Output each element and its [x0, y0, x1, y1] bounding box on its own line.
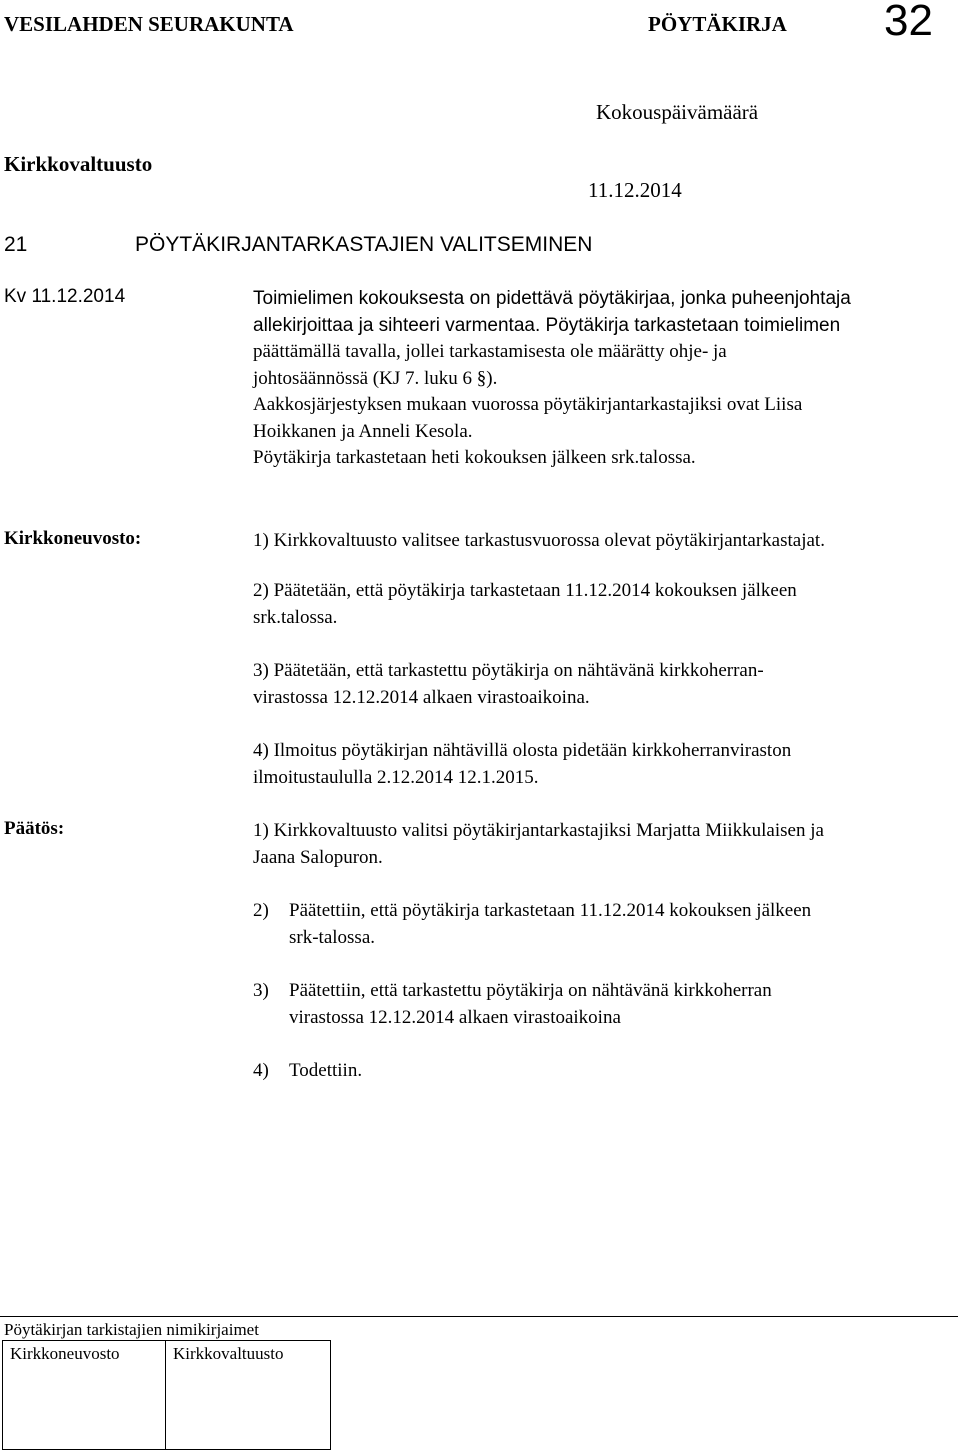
- proposal-line: 4) Ilmoitus pöytäkirjan nähtävillä olosta pidetään kirkkoherranviraston: [253, 740, 792, 761]
- decision-item: [253, 818, 824, 871]
- decision-line: 1) Kirkkovaltuusto valitsi pöytäkirjantarkastajiksi Marjatta Miikkulaisen ja: [253, 820, 824, 841]
- proposal-item: [253, 738, 791, 791]
- decision-item: [253, 1058, 362, 1085]
- meeting-date-label: Kokouspäivämäärä: [596, 100, 759, 124]
- section-title: PÖYTÄKIRJANTARKASTAJIEN VALITSEMINEN: [135, 233, 593, 256]
- proposal-item: [253, 578, 797, 631]
- intro-line: Pöytäkirja tarkastetaan heti kokouksen jälkeen srk.talossa.: [253, 447, 696, 468]
- initials-box-label: Kirkkoneuvosto: [10, 1344, 120, 1363]
- proposal-line: virastossa 12.12.2014 alkaen virastoaikoina.: [253, 686, 590, 708]
- initials-box-kirkkoneuvosto: [2, 1340, 166, 1450]
- intro-paragraph: [253, 286, 851, 472]
- intro-line: allekirjoittaa ja sihteeri varmentaa. Pöytäkirja tarkastetaan toimielimen: [253, 314, 841, 336]
- proposal-item: [253, 658, 764, 711]
- decision-item-number: 2): [253, 900, 269, 921]
- initials-box-label: Kirkkovaltuusto: [173, 1344, 284, 1363]
- decision-item-number: 3): [253, 980, 269, 1001]
- footer-title: Pöytäkirjan tarkistajien nimikirjaimet: [4, 1320, 259, 1339]
- proposal-line: ilmoitustaululla 2.12.2014 12.1.2015.: [253, 766, 539, 788]
- proposal-item: [253, 528, 825, 555]
- intro-line: Toimielimen kokouksesta on pidettävä pöytäkirjaa, jonka puheenjohtaja: [253, 288, 851, 309]
- decision-line: Jaana Salopuron.: [253, 846, 383, 868]
- meeting-date: 11.12.2014: [588, 178, 682, 202]
- decision-item: [253, 898, 811, 951]
- proposal-label: Kirkkoneuvosto:: [4, 528, 142, 549]
- decision-item-number: 4): [253, 1060, 269, 1081]
- decision-line: Päätettiin, että tarkastettu pöytäkirja on nähtävänä kirkkoherran: [289, 980, 772, 1001]
- section-number: 21: [4, 233, 28, 256]
- decision-item: [253, 978, 772, 1031]
- document-type: PÖYTÄKIRJA: [648, 12, 787, 36]
- intro-line: Hoikkanen ja Anneli Kesola.: [253, 420, 473, 442]
- page-number: 32: [884, 0, 933, 45]
- intro-line: johtosäännössä (KJ 7. luku 6 §).: [253, 367, 498, 389]
- proposal-line: 1) Kirkkovaltuusto valitsee tarkastusvuorossa olevat pöytäkirjantarkastajat.: [253, 530, 825, 551]
- proposal-line: srk.talossa.: [253, 606, 338, 628]
- proposal-line: 3) Päätetään, että tarkastettu pöytäkirja on nähtävänä kirkkoherran-: [253, 660, 764, 681]
- decision-line: Todettiin.: [289, 1060, 363, 1081]
- decision-line: virastossa 12.12.2014 alkaen virastoaikoina: [289, 1006, 621, 1028]
- proposal-line: 2) Päätetään, että pöytäkirja tarkastetaan 11.12.2014 kokouksen jälkeen: [253, 580, 797, 601]
- decision-line: Päätettiin, että pöytäkirja tarkastetaan 11.12.2014 kokouksen jälkeen: [289, 900, 812, 921]
- organization-name: VESILAHDEN SEURAKUNTA: [4, 12, 294, 36]
- footer-divider: [0, 1316, 958, 1317]
- governing-body-name: Kirkkovaltuusto: [4, 152, 153, 176]
- initials-box-kirkkovaltuusto: [165, 1340, 331, 1450]
- intro-line: päättämällä tavalla, jollei tarkastamisesta ole määrätty ohje- ja: [253, 341, 727, 362]
- intro-line: Aakkosjärjestyksen mukaan vuorossa pöytäkirjantarkastajiksi ovat Liisa: [253, 394, 803, 415]
- section-reference: Kv 11.12.2014: [4, 286, 126, 307]
- decision-line: srk-talossa.: [289, 926, 376, 948]
- decision-label: Päätös:: [4, 818, 65, 839]
